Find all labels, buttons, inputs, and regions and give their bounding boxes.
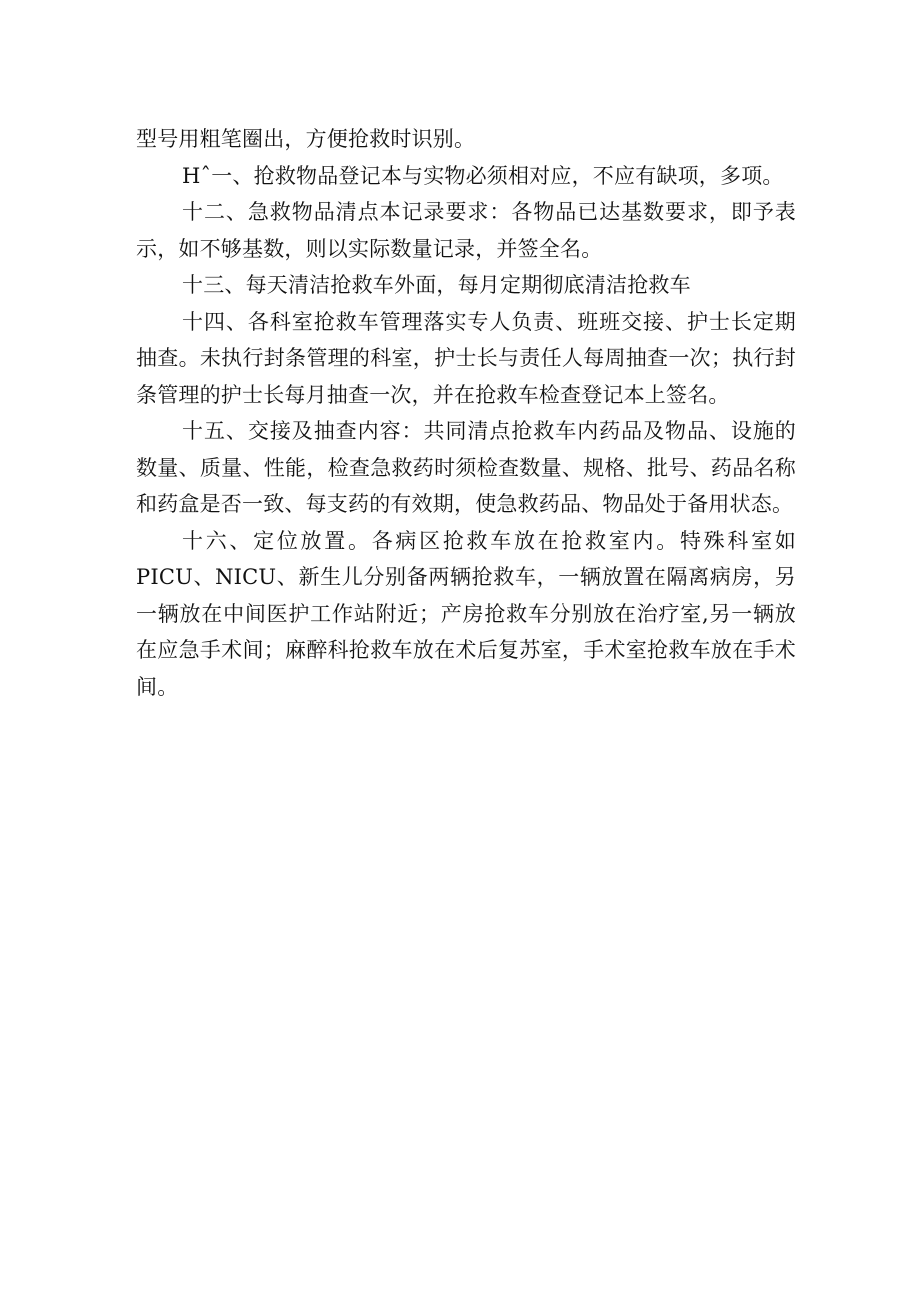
document-body	[136, 121, 796, 705]
paragraph-item-12: 十二、急救物品清点本记录要求：各物品已达基数要求，即予表示，如不够基数，则以实际数量记录，并签全名。	[136, 200, 796, 261]
paragraph-item-15: 十五、交接及抽查内容：共同清点抢救车内药品及物品、设施的数量、质量、性能，检查急救药时须检查数量、规格、批号、药品名称和药盒是否一致、每支药的有效期，使急救药品、物品处于备用状态。	[136, 419, 796, 516]
paragraph-item-13: 十三、每天清洁抢救车外面，每月定期彻底清洁抢救车	[182, 273, 691, 297]
paragraph-item-16: 十六、定位放置。各病区抢救车放在抢救室内。特殊科室如PICU、NICU、新生儿分别备两辆抢救车，一辆放置在隔离病房，另一辆放在中间医护工作站附近；产房抢救车分别放在治疗室,另一辆放在应急手术间；麻醉科抢救车放在术后复苏室，手术室抢救车放在手术间。	[136, 528, 796, 699]
paragraph-continuation: 型号用粗笔圈出，方便抢救时识别。	[136, 127, 476, 151]
paragraph-item-14: 十四、各科室抢救车管理落实专人负责、班班交接、护士长定期抽查。未执行封条管理的科室，护士长与责任人每周抽查一次；执行封条管理的护士长每月抽查一次，并在抢救车检查登记本上签名。	[136, 309, 796, 407]
paragraph-item-11: Hˆ一、抢救物品登记本与实物必须相对应，不应有缺项，多项。	[182, 163, 784, 188]
